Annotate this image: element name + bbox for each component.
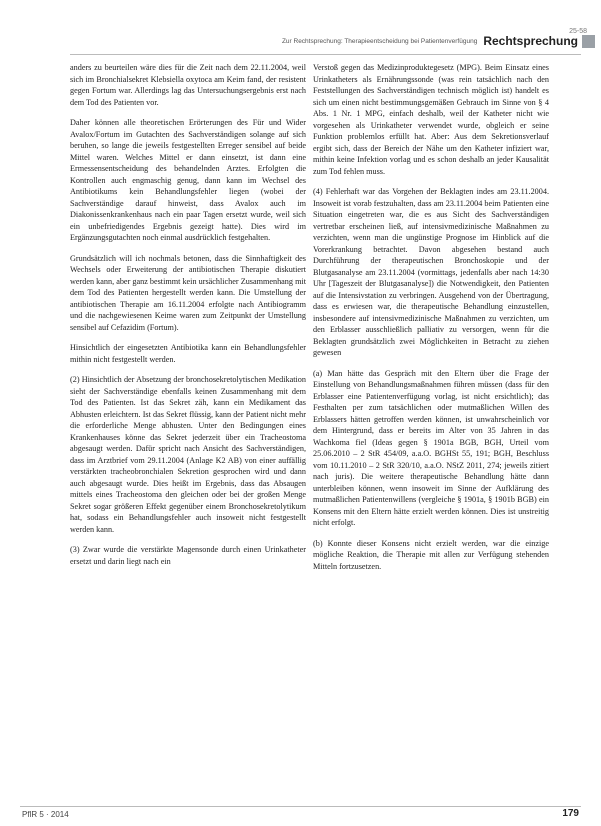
paragraph: Hinsichtlich der eingesetzten Antibiotika kann ein Behandlungsfehler mithin nicht festgestellt werden.	[70, 343, 306, 364]
section-label: Rechtsprechung	[483, 34, 578, 48]
page-number: 179	[562, 808, 579, 819]
paragraph: (2) Hinsichtlich der Absetzung der bronchosekretolytischen Medikation sieht der Sachverständige ebenfalls keinen Zusammenhang mit dem Tod des Patienten. Ist das Sekret zäh, kann ein Medikament das Abhusten erleichtern. Ist das Sekret flüssig, kann der Patient nicht mehr die erforderliche Menge abhusten. Unter den Bedingungen eines Krankenhauses könne das Sekret jederzeit über ein Tracheostoma abgesaugt werden. Dafür spricht nach Ansicht des Sachverständigen, dass im Arztbrief vom 29.11.2004 (Anlage K2 AB) von einer auffällig verstärkten tracheobronchialen Sekretion gesprochen wird und dann auch abgesaugt wurde. Dies heißt im Ergebnis, dass das Absaugen mittels eines Tracheostoma den gleichen oder bei der großen Menge Sekret sogar größeren Effekt gegenüber einem Bronchosekretolytikum hat, sodass ein Behandlungsfehler auch insoweit nicht festgestellt werden kann.	[70, 375, 306, 534]
paragraph: (b) Konnte dieser Konsens nicht erzielt werden, war die einzige mögliche Reaktion, die Therapie mit allen zur Verfügung stehenden Mitteln fortzusetzen.	[313, 538, 549, 571]
paragraph: (3) Zwar wurde die verstärkte Magensonde durch einen Urinkatheter ersetzt und darin liegt nach ein	[70, 545, 306, 566]
footer-rule	[20, 806, 581, 807]
left-column	[70, 62, 306, 576]
header-rule	[70, 54, 581, 55]
right-column	[313, 62, 549, 581]
running-title: Zur Rechtsprechung: Therapieentscheidung bei Patientenverfügung	[281, 37, 478, 45]
page-header	[0, 30, 601, 52]
paragraph: Daher können alle theoretischen Erörterungen des Für und Wider Avalox/Fortum im Gutachten des Sachverständigen solange auf sich beruhen, so lange die jeweils festgestellten Erreger sensibel auf beide Mittel waren. Welches Mittel er dann einsetzt, ist dann eine Ermessensentscheidung des behandelnden Arztes. Erfolgten die Kontrollen auch engmaschig genug, dann kann im Wechsel des Antibiotikums kein Behandlungsfehler liegen (wobei der Sachverständige darauf hinweist, dass Avalox auch im Diakonissenkrankenhaus nach ein paar Tagen ersetzt wurde, weil sich ein unbefriedigendes Ergebnis gezeigt hatte). Dies wird im Ergänzungsgutachten noch einmal ausdrücklich festgehalten.	[70, 118, 306, 242]
paragraph: anders zu beurteilen wäre dies für die Zeit nach dem 22.11.2004, weil sich im Bronchialsekret Klebsiella oxytoca am Keim fand, der resistent gegen Fortum war. Allerdings lag das Untersuchungsergebnis erst nach dem Tod des Patienten vor.	[70, 63, 306, 107]
paragraph: (4) Fehlerhaft war das Vorgehen der Beklagten indes am 23.11.2004. Insoweit ist vorab festzuhalten, dass am 23.11.2004 beim Patienten eine Situation eingetreten war, die es aus Sicht des Sachverständigen vertretbar erscheinen ließ, auf intensivmedizinische Maßnahmen zu verzichten, wenn man die ungünstige Prognose im Hinblick auf die Vorerkrankung betrachtet. Davon abgesehen bestand auch Durchführung der therapeutischen Bronchoskopie und der Blutgasanalyse am 23.11.2004 (vormittags, jedenfalls aber nach 14:30 Uhr [Tageszeit der Blutgasanalyse]) die Notwendigkeit, den Patienten auf die Intensivstation zu verbringen. Ausgehend von der Übertragung, dass es erwiesen war, die therapeutische Behandlung einzustellen, insbesondere auf intensivmedizinische Maßnahmen zu verzichten, um den Erblasser ausschließlich palliativ zu versorgen, wenn für die Beklagten grundsätzlich zwei Möglichkeiten in Betracht zu ziehen gewesen	[313, 187, 549, 357]
journal-citation: PflR 5 · 2014	[22, 810, 69, 819]
paragraph: Verstoß gegen das Medizinproduktegesetz (MPG). Beim Einsatz eines Urinkatheters als Ernährungssonde (was rein tatsächlich nach den Feststellungen des Sachverständigen technisch möglich ist) handelt es sich um einen nicht bestimmungsgemäßen Gebrauch im Sinne von § 4 Abs. 1 Nr. 1 MPG, einfach deshalb, weil der Katheter nicht wie vorgesehen als Urinkatheter verwendet wurde, obgleich er seine Funktion problemlos erfüllt hat. Aber: Aus dem Sekretionsverlauf ergibt sich, dass der Bereich der Nähe um den Katheter infiziert war, mithin keine Infektion vorlag und es schon deshalb an jeder Kausalität zum Tod fehlen muss.	[313, 63, 549, 176]
paragraph: (a) Man hätte das Gespräch mit den Eltern über die Frage der Einstellung von Behandlungsmaßnahmen führen müssen (dass für den Erblasser eine Patientenverfügung vorlag, ist nicht ersichtlich); das Festhalten per zum tatsächlichen oder mutmaßlichen Willen des Erblassers hätten getroffen werden können, ist unwahrscheinlich vor dem Hintergrund, dass er bereits im Alter von 35 Jahren in das Wachkoma fiel (Ideas gegen § 1901a BGB, BGH, Urteil vom 25.06.2010 – 2 StR 454/09, a.a.O. BGHSt 55, 191; BGH, Beschluss vom 10.11.2010 – 2 StR 320/10, a.a.O. NStZ 2011, 274; jeweils zitiert nach juris). Die weitere therapeutische Behandlung hätte dann unterbleiben können, wenn insoweit im Sinne der Aufklärung des mutmaßlichen Patientenwillens (vergleiche § 1901a, § 1901b BGB) ein Konsens mit den Eltern hätte erzielt werden können. Dies ist unstreitig nicht erfolgt.	[313, 368, 549, 527]
paragraph: Grundsätzlich will ich nochmals betonen, dass die Sinnhaftigkeit des Wechsels oder Erweiterung der antibiotischen Therapie diskutiert werden kann, aber ganz bestimmt kein ursächlicher Zusammenhang mit dem Tod des Patienten hergestellt werden kann. Die Umstellung der antibiotischen Therapie am 16.11.2004 erfolgte nach Antibiogramm und die nachgewiesenen Keime waren zum Zeitpunkt der Umstellung sensibel auf Cefazidim (Fortum).	[70, 253, 306, 332]
page-code: 25-58	[569, 28, 587, 35]
section-marker-block	[582, 35, 595, 48]
